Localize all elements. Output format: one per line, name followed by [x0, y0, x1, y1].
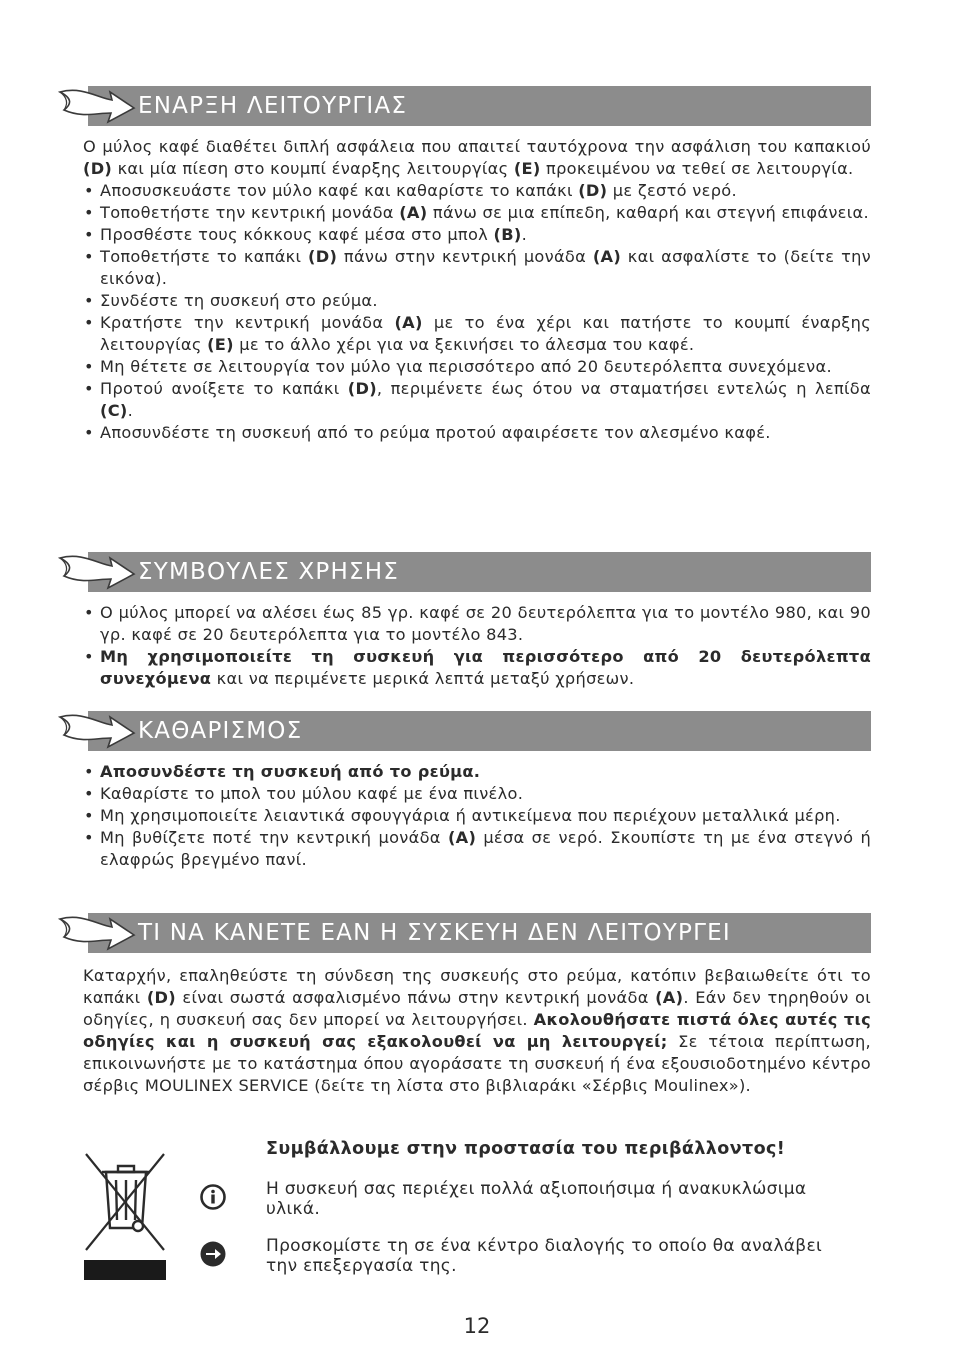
- section-title: ΕΝΑΡΞΗ ΛΕΙΤΟΥΡΓΙΑΣ: [138, 93, 408, 119]
- arrow-icon: [58, 84, 136, 128]
- environment-title: Συμβάλλουμε στην προστασία του περιβάλλοντος!: [266, 1139, 786, 1159]
- section-title: ΚΑΘΑΡΙΣΜΟΣ: [138, 718, 303, 744]
- list-item: • Καθαρίστε το μπολ του μύλου καφέ με ένα πινέλο.: [83, 783, 871, 805]
- section-title: ΤΙ ΝΑ ΚΑΝΕΤΕ ΕΑΝ Η ΣΥΣΚΕΥΗ ΔΕΝ ΛΕΙΤΟΥΡΓΕΙ: [138, 920, 731, 946]
- list-item: • Προτού ανοίξετε το καπάκι (D), περιμένετε έως ότου να σταματήσει εντελώς η λεπίδα (C).: [83, 378, 871, 422]
- list-item: • Αποσυνδέστε τη συσκευή από το ρεύμα.: [83, 761, 871, 783]
- environment-info-text: Η συσκευή σας περιέχει πολλά αξιοποιήσιμα ή ανακυκλώσιμα υλικά.: [266, 1179, 807, 1219]
- section-start-body: [83, 136, 871, 444]
- section-tips-body: [83, 602, 871, 690]
- section-header-cleaning: [58, 709, 871, 753]
- section-header-troubleshooting: [58, 911, 871, 955]
- list-item: • Μη χρησιμοποιείτε τη συσκευή για περισσότερο από 20 δευτερόλεπτα συνεχόμενα και να περιμένετε μερικά λεπτά μεταξύ χρήσεων.: [83, 646, 871, 690]
- page-number: 12: [463, 1314, 491, 1338]
- arrow-icon: [58, 709, 136, 753]
- list-item: • Τοποθετήστε το καπάκι (D) πάνω στην κεντρική μονάδα (A) και ασφαλίστε το (δείτε την εικόνα).: [83, 246, 871, 290]
- info-icon: [200, 1184, 226, 1210]
- arrow-icon: [58, 550, 136, 594]
- arrow-icon: [58, 911, 136, 955]
- weee-crossed-bin-icon: [82, 1150, 168, 1282]
- section-header-start: [58, 84, 871, 128]
- intro-paragraph: Ο μύλος καφέ διαθέτει διπλή ασφάλεια που απαιτεί ταυτόχρονα την ασφάλιση του καπακιού (D) και μία πίεση στο κουμπί έναρξης λειτουργίας (E) προκειμένου να τεθεί σε λειτουργία.: [83, 137, 871, 178]
- list-item: • Μη βυθίζετε ποτέ την κεντρική μονάδα (A) μέσα σε νερό. Σκουπίστε τη με ένα στεγνό ή ελαφρώς βρεγμένο πανί.: [83, 827, 871, 871]
- troubleshooting-paragraph: Καταρχήν, επαληθεύστε τη σύνδεση της συσκευής στο ρεύμα, κατόπιν βεβαιωθείτε ότι το καπάκι (D) είναι σωστά ασφαλισμένο πάνω στην κεντρική μονάδα (A). Εάν δεν τηρηθούν οι οδηγίες, η συσκευή σας δεν μπορεί να λειτουργήσει. Ακολουθήσατε πιστά όλες αυτές τις οδηγίες και η συσκευή σας εξακολουθεί να μη λειτουργεί; Σε τέτοια περίπτωση, επικοινωνήστε με το κατάστημα όπου αγοράσατε τη συσκευή ή ένα εξουσιοδοτημένο κέντρο σέρβις MOULINEX SERVICE (δείτε τη λίστα στο βιβλιαράκι «Σέρβις Moulinex»).: [83, 966, 871, 1095]
- list-item: • Κρατήστε την κεντρική μονάδα (A) με το ένα χέρι και πατήστε το κουμπί έναρξης λειτουργίας (E) με το άλλο χέρι για να ξεκινήσει το άλεσμα του καφέ.: [83, 312, 871, 356]
- list-item: • Τοποθετήστε την κεντρική μονάδα (A) πάνω σε μια επίπεδη, καθαρή και στεγνή επιφάνεια.: [83, 202, 871, 224]
- tips-list: [83, 602, 871, 690]
- list-item: • Προσθέστε τους κόκκους καφέ μέσα στο μπολ (B).: [83, 224, 871, 246]
- environment-action-text: Προσκομίστε τη σε ένα κέντρο διαλογής το οποίο θα αναλάβει την επεξεργασία της.: [266, 1236, 822, 1276]
- list-item: • Μη χρησιμοποιείτε λειαντικά σφουγγάρια ή αντικείμενα που περιέχουν μεταλλικά μέρη.: [83, 805, 871, 827]
- cleaning-list: [83, 761, 871, 871]
- right-arrow-circle-icon: [200, 1241, 226, 1267]
- list-item: • Αποσυνδέστε τη συσκευή από το ρεύμα προτού αφαιρέσετε τον αλεσμένο καφέ.: [83, 422, 871, 444]
- list-item: • Μη θέτετε σε λειτουργία τον μύλο για περισσότερο από 20 δευτερόλεπτα συνεχόμενα.: [83, 356, 871, 378]
- list-item: • Αποσυσκευάστε τον μύλο καφέ και καθαρίστε το καπάκι (D) με ζεστό νερό.: [83, 180, 871, 202]
- section-title: ΣΥΜΒΟΥΛΕΣ ΧΡΗΣΗΣ: [138, 559, 399, 585]
- section-cleaning-body: [83, 761, 871, 871]
- list-item: • Ο μύλος μπορεί να αλέσει έως 85 γρ. καφέ σε 20 δευτερόλεπτα για το μοντέλο 980, και 90 γρ. καφέ σε 20 δευτερόλεπτα για το μοντέλο 843.: [83, 602, 871, 646]
- instruction-list: [83, 180, 871, 444]
- section-header-tips: [58, 550, 871, 594]
- section-troubleshooting-body: [83, 965, 871, 1097]
- list-item: • Συνδέστε τη συσκευή στο ρεύμα.: [83, 290, 871, 312]
